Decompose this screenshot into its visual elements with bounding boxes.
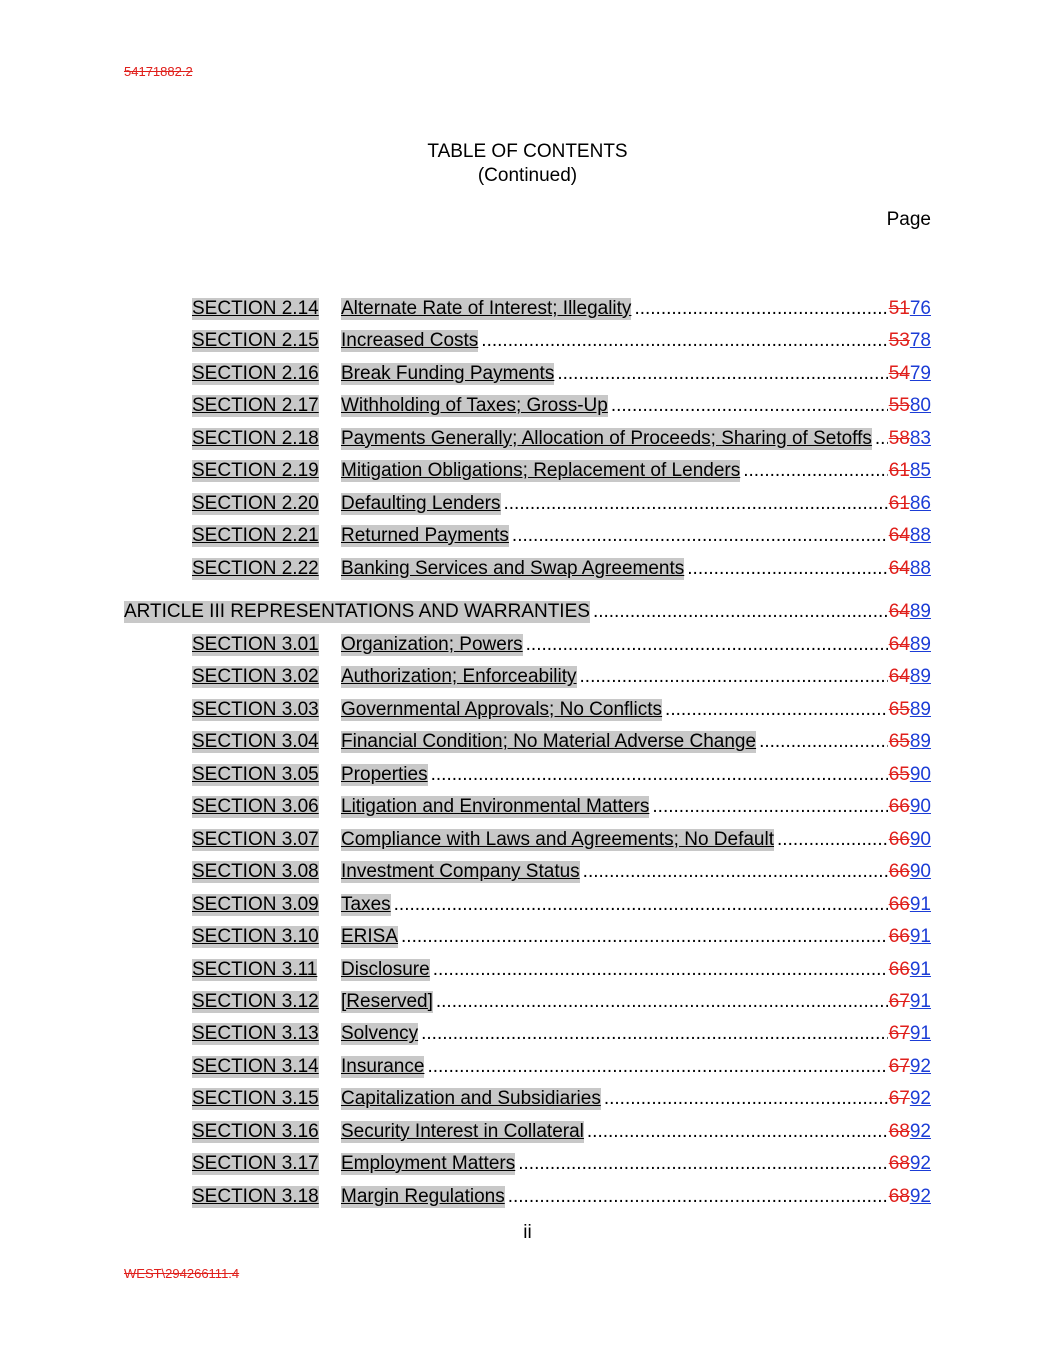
toc-entry[interactable] — [0, 393, 931, 419]
dot-leader — [687, 558, 887, 580]
inserted-page-number[interactable]: 91 — [909, 990, 931, 1012]
deleted-page-number: 66 — [888, 796, 910, 818]
entry-line — [341, 926, 931, 948]
section-number[interactable]: SECTION 3.01 — [192, 634, 319, 655]
deleted-page-number: 51 — [888, 298, 910, 319]
inserted-page-number[interactable]: 85 — [909, 460, 931, 482]
section-number[interactable]: SECTION 3.07 — [192, 828, 319, 850]
toc-entry[interactable] — [0, 827, 931, 853]
toc-entry[interactable] — [0, 1184, 931, 1210]
section-title[interactable]: Governmental Approvals; No Conflicts — [341, 698, 663, 720]
deleted-page-number: 64 — [888, 601, 910, 622]
deleted-page-number: 65 — [888, 731, 910, 753]
section-title[interactable]: Litigation and Environmental Matters — [341, 796, 650, 818]
section-title[interactable]: Properties — [341, 763, 428, 785]
section-title[interactable]: Mitigation Obligations; Replacement of Lenders — [341, 460, 741, 482]
inserted-page-number[interactable]: 80 — [909, 395, 931, 417]
toc-entry[interactable] — [0, 1119, 931, 1145]
entry-line — [341, 493, 931, 515]
toc-entry[interactable] — [0, 989, 931, 1015]
section-number[interactable]: SECTION 3.09 — [192, 893, 319, 915]
dot-leader — [611, 395, 888, 417]
article-title[interactable]: ARTICLE III REPRESENTATIONS AND WARRANTIES — [124, 601, 590, 622]
dot-leader — [759, 731, 888, 753]
section-title[interactable]: ERISA — [341, 926, 399, 948]
section-number[interactable]: SECTION 3.04 — [192, 731, 319, 753]
toc-entry[interactable] — [0, 664, 931, 690]
toc-entry[interactable] — [0, 632, 931, 658]
toc-entry[interactable] — [0, 296, 931, 322]
deleted-page-number: 55 — [888, 395, 910, 417]
section-number[interactable]: SECTION 3.13 — [192, 1023, 319, 1045]
toc-entry[interactable] — [0, 523, 931, 549]
section-title[interactable]: Payments Generally; Allocation of Proceeds; Sharing of Setoffs — [341, 427, 872, 449]
entry-line — [341, 699, 931, 721]
deleted-page-number: 58 — [888, 427, 910, 449]
page-column-label: Page — [886, 209, 931, 230]
toc-entry[interactable] — [0, 762, 931, 788]
section-title[interactable]: Employment Matters — [341, 1153, 516, 1175]
dot-leader — [875, 428, 888, 450]
toc-entry[interactable] — [0, 859, 931, 885]
inserted-page-number[interactable]: 92 — [909, 1185, 931, 1207]
deleted-page-number: 64 — [888, 557, 910, 579]
toc-entry[interactable] — [0, 794, 931, 820]
entry-line — [341, 894, 931, 916]
toc-entry[interactable] — [0, 1086, 931, 1112]
section-title[interactable]: Disclosure — [341, 958, 430, 980]
entry-line — [124, 601, 931, 623]
entry-line — [341, 1056, 931, 1078]
inserted-page-number[interactable]: 91 — [909, 958, 931, 980]
inserted-page-number[interactable]: 91 — [909, 1023, 931, 1045]
dot-leader — [652, 796, 887, 818]
inserted-page-number[interactable]: 89 — [909, 634, 931, 655]
entry-line — [341, 731, 931, 753]
section-number[interactable]: SECTION 3.12 — [192, 990, 319, 1012]
deleted-page-number: 61 — [888, 460, 910, 482]
deleted-page-number: 54 — [888, 362, 910, 384]
document-id-footer: WEST\294266111.4 — [124, 1266, 240, 1281]
inserted-page-number[interactable]: 89 — [909, 731, 931, 753]
inserted-page-number[interactable]: 89 — [909, 601, 931, 622]
toc-title: TABLE OF CONTENTS — [427, 141, 628, 162]
section-number[interactable]: SECTION 3.10 — [192, 926, 319, 948]
entry-line — [341, 829, 931, 851]
entry-line — [341, 796, 931, 818]
section-title[interactable]: Organization; Powers — [341, 634, 523, 655]
deleted-page-number: 67 — [888, 1088, 910, 1110]
toc-subtitle: (Continued) — [477, 165, 578, 186]
inserted-page-number[interactable]: 92 — [909, 1088, 931, 1110]
inserted-page-number[interactable]: 89 — [909, 698, 931, 720]
dot-leader — [421, 1023, 888, 1045]
dot-leader — [580, 666, 888, 688]
inserted-page-number[interactable]: 92 — [909, 1055, 931, 1077]
section-number[interactable]: SECTION 3.05 — [192, 763, 319, 785]
inserted-page-number[interactable]: 90 — [909, 763, 931, 785]
section-number[interactable]: SECTION 2.18 — [192, 427, 319, 449]
section-number[interactable]: SECTION 2.21 — [192, 525, 319, 547]
toc-entry[interactable] — [0, 328, 931, 354]
deleted-page-number: 66 — [888, 828, 910, 850]
toc-entry[interactable] — [0, 1151, 931, 1177]
inserted-page-number[interactable]: 86 — [909, 492, 931, 514]
dot-leader — [394, 894, 888, 916]
section-number[interactable]: SECTION 2.17 — [192, 395, 319, 417]
section-number[interactable]: SECTION 3.02 — [192, 666, 319, 688]
deleted-page-number: 64 — [888, 525, 910, 547]
section-title[interactable]: Taxes — [341, 893, 391, 915]
deleted-page-number: 66 — [888, 958, 910, 980]
dot-leader — [433, 959, 888, 981]
deleted-page-number: 67 — [888, 1055, 910, 1077]
entry-line — [341, 298, 931, 320]
section-title[interactable]: Financial Condition; No Material Adverse Change — [341, 731, 757, 753]
toc-entry[interactable] — [0, 1021, 931, 1047]
entry-line — [341, 1186, 931, 1208]
section-title[interactable]: Withholding of Taxes; Gross-Up — [341, 395, 608, 417]
inserted-page-number[interactable]: 88 — [909, 557, 931, 579]
section-title[interactable]: Break Funding Payments — [341, 362, 555, 384]
entry-line — [341, 666, 931, 688]
section-title[interactable]: Returned Payments — [341, 525, 509, 547]
inserted-page-number[interactable]: 91 — [909, 926, 931, 948]
section-number[interactable]: SECTION 3.08 — [192, 861, 319, 883]
entry-line — [341, 525, 931, 547]
deleted-page-number: 67 — [888, 1023, 910, 1045]
dot-leader — [665, 699, 888, 721]
section-number[interactable]: SECTION 3.18 — [192, 1185, 319, 1207]
toc-entry[interactable] — [0, 361, 931, 387]
toc-entry[interactable] — [0, 729, 931, 755]
deleted-page-number: 64 — [888, 666, 910, 688]
section-title[interactable]: Insurance — [341, 1055, 425, 1077]
dot-leader — [518, 1153, 887, 1175]
section-title[interactable]: Increased Costs — [341, 330, 479, 352]
dot-leader — [504, 493, 888, 515]
entry-line — [341, 1023, 931, 1045]
section-number[interactable]: SECTION 3.11 — [192, 958, 318, 980]
section-number[interactable]: SECTION 3.03 — [192, 698, 319, 720]
inserted-page-number[interactable]: 89 — [909, 666, 931, 688]
section-number[interactable]: SECTION 2.15 — [192, 330, 319, 352]
entry-line — [341, 861, 931, 883]
section-number[interactable]: SECTION 3.06 — [192, 796, 319, 818]
dot-leader — [508, 1186, 888, 1208]
section-title[interactable]: Defaulting Lenders — [341, 492, 501, 514]
deleted-page-number: 61 — [888, 492, 910, 514]
section-title[interactable]: Solvency — [341, 1023, 419, 1045]
inserted-page-number[interactable]: 92 — [909, 1153, 931, 1175]
section-title[interactable]: Alternate Rate of Interest; Illegality — [341, 298, 632, 319]
dot-leader — [557, 363, 887, 385]
deleted-page-number: 64 — [888, 634, 910, 655]
section-title[interactable]: Security Interest in Collateral — [341, 1120, 584, 1142]
entry-line — [341, 363, 931, 385]
toc-entry[interactable] — [0, 924, 931, 950]
deleted-page-number: 66 — [888, 893, 910, 915]
section-title[interactable]: Compliance with Laws and Agreements; No Default — [341, 828, 775, 850]
inserted-page-number[interactable]: 91 — [909, 893, 931, 915]
dot-leader — [431, 764, 888, 786]
deleted-page-number: 65 — [888, 763, 910, 785]
toc-entry[interactable] — [0, 556, 931, 582]
entry-line — [341, 428, 931, 450]
dot-leader — [526, 634, 888, 656]
dot-leader — [587, 1121, 888, 1143]
deleted-page-number: 53 — [888, 330, 910, 352]
section-number[interactable]: SECTION 3.15 — [192, 1088, 319, 1110]
section-title[interactable]: Investment Company Status — [341, 861, 580, 883]
entry-line — [341, 1153, 931, 1175]
section-number[interactable]: SECTION 3.16 — [192, 1120, 319, 1142]
dot-leader — [512, 525, 888, 547]
dot-leader — [583, 861, 888, 883]
section-title[interactable]: Authorization; Enforceability — [341, 666, 577, 688]
deleted-page-number: 66 — [888, 861, 910, 883]
inserted-page-number[interactable]: 83 — [909, 427, 931, 449]
entry-line — [341, 764, 931, 786]
section-number[interactable]: SECTION 2.16 — [192, 362, 319, 384]
section-number[interactable]: SECTION 2.20 — [192, 492, 319, 514]
page-number: ii — [523, 1222, 532, 1243]
section-number[interactable]: SECTION 2.19 — [192, 460, 319, 482]
inserted-page-number[interactable]: 90 — [909, 796, 931, 818]
toc-entry[interactable] — [0, 426, 931, 452]
entry-line — [341, 634, 931, 656]
toc-entry[interactable] — [0, 697, 931, 723]
inserted-page-number[interactable]: 78 — [909, 330, 931, 352]
toc-entry[interactable] — [0, 957, 931, 983]
entry-line — [341, 991, 931, 1013]
section-title[interactable]: Capitalization and Subsidiaries — [341, 1088, 601, 1110]
dot-leader — [604, 1088, 888, 1110]
dot-leader — [401, 926, 888, 948]
entry-line — [341, 460, 931, 482]
toc-article-row[interactable] — [0, 599, 931, 625]
dot-leader — [593, 601, 888, 623]
entry-line — [341, 395, 931, 417]
entry-line — [341, 1121, 931, 1143]
inserted-page-number[interactable]: 90 — [909, 828, 931, 850]
deleted-page-number: 68 — [888, 1185, 910, 1207]
inserted-page-number[interactable]: 90 — [909, 861, 931, 883]
section-number[interactable]: SECTION 2.22 — [192, 557, 319, 579]
section-title[interactable]: [Reserved] — [341, 990, 433, 1012]
deleted-page-number: 68 — [888, 1120, 910, 1142]
entry-line — [341, 330, 931, 352]
inserted-page-number[interactable]: 88 — [909, 525, 931, 547]
dot-leader — [481, 330, 887, 352]
dot-leader — [743, 460, 887, 482]
section-number[interactable]: SECTION 3.17 — [192, 1153, 319, 1175]
toc-entry[interactable] — [0, 1054, 931, 1080]
section-number[interactable]: SECTION 3.14 — [192, 1055, 319, 1077]
entry-line — [341, 1088, 931, 1110]
dot-leader — [634, 298, 887, 320]
toc-entry[interactable] — [0, 458, 931, 484]
deleted-page-number: 68 — [888, 1153, 910, 1175]
deleted-page-number: 65 — [888, 698, 910, 720]
entry-line — [341, 959, 931, 981]
dot-leader — [436, 991, 888, 1013]
inserted-page-number[interactable]: 76 — [909, 298, 931, 319]
inserted-page-number[interactable]: 92 — [909, 1120, 931, 1142]
section-number[interactable]: SECTION 2.14 — [192, 298, 319, 319]
inserted-page-number[interactable]: 79 — [909, 362, 931, 384]
dot-leader — [427, 1056, 887, 1078]
deleted-page-number: 67 — [888, 990, 910, 1012]
entry-line — [341, 558, 931, 580]
dot-leader — [777, 829, 888, 851]
section-title[interactable]: Margin Regulations — [341, 1185, 505, 1207]
document-id-header: 54171882.2 — [124, 64, 193, 79]
deleted-page-number: 66 — [888, 926, 910, 948]
toc-entry[interactable] — [0, 491, 931, 517]
toc-entry[interactable] — [0, 892, 931, 918]
section-title[interactable]: Banking Services and Swap Agreements — [341, 557, 685, 579]
